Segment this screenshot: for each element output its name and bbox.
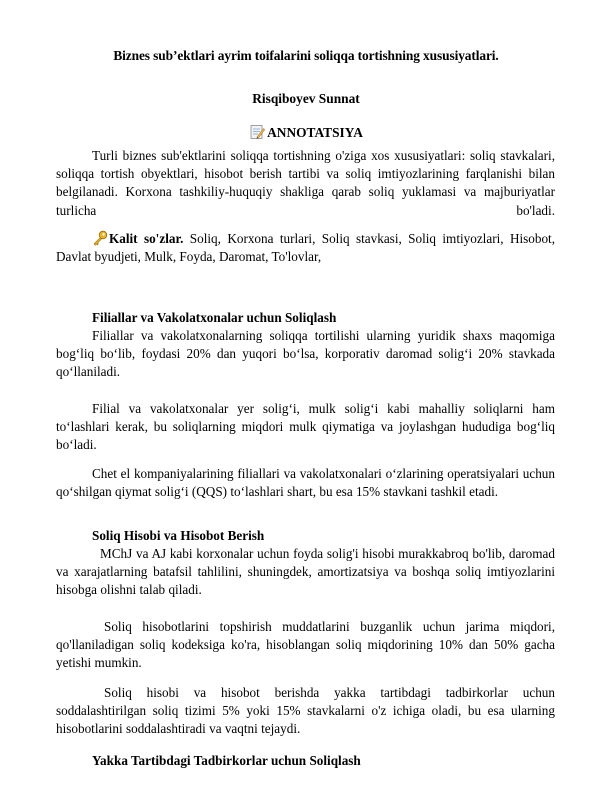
section1-paragraph-1: Filiallar va vakolatxonalarning soliqqa tortilishi ularning yuridik shaxs maqomiga bog‘liq bo‘lib, foydasi 20% dan yuqori bo‘lsa, korporativ daromad solig‘i 20% stavkada qo‘llaniladi. bbox=[56, 328, 555, 380]
keywords-text: Soliq, Korxona turlari, Soliq stavkasi, Soliq imtiyozlari, Hisobot, Davlat byudjeti, Mulk, Foyda, Daromat, To'lovlar, bbox=[56, 231, 556, 265]
annotation-text: Turli biznes sub'ektlarini soliqqa tortishning o'ziga xos xususiyatlari: soliq stavkalari, soliqqa tortish obyektlari, hisobot berish tartibi va soliq imtiyozlarining farqlanishi bilan belgilanadi. Korxona tashkiliy-huquqiy shakliga qarab soliq yuklamasi va majburiyatlar turlicha bo'ladi. bbox=[56, 148, 555, 218]
annotation-heading: ANNOTATSIYA bbox=[267, 125, 363, 140]
annotation-heading-row bbox=[0, 124, 612, 141]
keywords-label: Kalit so'zlar. bbox=[109, 231, 184, 246]
section-heading-branches: Filiallar va Vakolatxonalar uchun Soliqlash bbox=[92, 310, 337, 325]
section2-paragraph-2: Soliq hisobotlarini topshirish muddatlarini buzganlik uchun jarima miqdori, qo'llaniladigan soliq kodeksiga ko'ra, hisoblangan soliq miqdorining 10% dan 50% gacha yetishi mumkin. bbox=[56, 619, 555, 671]
section-heading-sole-proprietors: Yakka Tartibdagi Tadbirkorlar uchun Soliqlash bbox=[92, 753, 361, 768]
section2-paragraph-1: MChJ va AJ kabi korxonalar uchun foyda solig'i hisobi murakkabroq bo'lib, daromad va xarajatlarning batafsil tahlilini, shuningdek, amortizatsiya va boshqa soliq imtiyozlarini hisobga olishni talab qiladi. bbox=[56, 546, 555, 598]
document-title: Biznes sub’ektlari ayrim toifalarini soliqqa tortishning xususiyatlari. bbox=[113, 48, 499, 63]
section-heading-tax-reporting: Soliq Hisobi va Hisobot Berish bbox=[92, 528, 265, 543]
memo-icon bbox=[249, 124, 265, 140]
section1-paragraph-2: Filial va vakolatxonalar yer solig‘i, mulk solig‘i kabi mahalliy soliqlarni ham to‘lashlari kerak, bu soliqlarning miqdori mulk qiymatiga va joylashgan hududiga bog‘liq bo‘ladi. bbox=[56, 401, 555, 453]
author-name: Risqiboyev Sunnat bbox=[252, 91, 360, 106]
keywords-paragraph bbox=[56, 230, 555, 266]
section1-paragraph-3: Chet el kompaniyalarining filiallari va vakolatxonalari o‘zlarining operatsiyalari uchun qo‘shilgan qiymat solig‘i (QQS) to‘lashlari shart, bu esa 15% stavkani tashkil etadi. bbox=[56, 466, 555, 500]
section2-paragraph-3: Soliq hisobi va hisobot berishda yakka tartibdagi tadbirkorlar uchun soddalashtirilgan soliq tizimi 5% yoki 15% stavkalarni o'z ichiga oladi, bu esa ularning hisobotlarini soddalashtiradi va vaqtni tejaydi. bbox=[56, 685, 555, 737]
key-icon bbox=[92, 230, 108, 246]
